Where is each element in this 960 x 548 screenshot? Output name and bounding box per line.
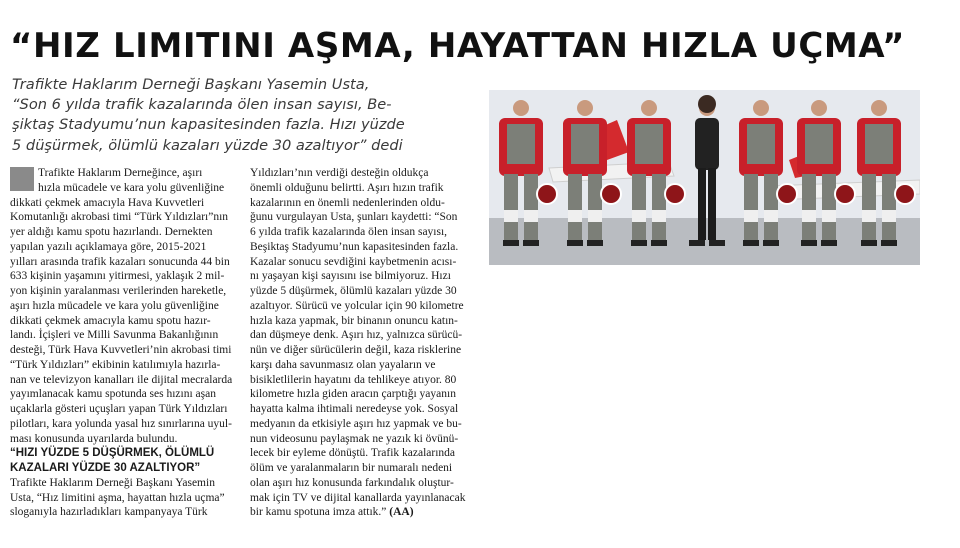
boot-band — [822, 210, 836, 222]
leg — [632, 174, 646, 240]
helmet — [601, 184, 621, 204]
article-column-2 — [250, 166, 478, 520]
shoe — [861, 240, 877, 246]
body-line: nün ve diğer sürücülerin değil, kaza risklerine — [250, 344, 462, 356]
standfirst-line: “Son 6 yılda trafik kazalarında ölen insan sayısı, Be- — [12, 96, 392, 114]
leg — [764, 174, 778, 240]
body-line: Komutanlığı akrobasi timi “Türk Yıldızları”nın — [10, 211, 229, 224]
body-line: olan aşırı hız konusunda farkındalık oluştur- — [250, 476, 454, 489]
body-line: yapılan yazılı açıklamaya göre, 2015-2021 — [10, 240, 207, 253]
body-line: dikkati çekmek amacıyla Hava Kuvvetleri — [10, 196, 205, 209]
body-line: landı. İçişleri ve Milli Savunma Bakanlığının — [10, 329, 219, 342]
body-line: yüzde 5 düşürmek, ölümlü kazaları yüzde 30 — [250, 285, 457, 297]
body-line: uçaklarla gösteri uçuşları yapan Türk Yıldızları — [10, 403, 228, 415]
boot-band — [802, 210, 816, 222]
body-line: hayatta kalma ihtimali neredeyse yok. Sosyal — [250, 403, 459, 415]
leg — [882, 174, 896, 240]
body-line: yon kişinin yaralanması verilerinden hareketle, — [10, 285, 227, 297]
body-line: Kazalar sonucu sevdiğini kaybetmenin acısı- — [250, 255, 457, 268]
body-line: 633 kişinin yaşamını yitirmesi, yaklaşık 2 mil- — [10, 270, 225, 283]
leg — [698, 168, 706, 240]
body-line: hızla kaza yapmak, bir binanın onuncu katın- — [250, 314, 458, 327]
column-1-continuation — [10, 476, 240, 520]
leg — [568, 174, 582, 240]
body-line: bisikletlilerin hayatını da tehlikeye atıyor. 80 — [250, 373, 457, 386]
body-line: sloganıyla hazırladıkları kampanyaya Türk — [10, 506, 208, 519]
standfirst-line: şiktaş Stadyumu’nun kapasitesinden fazla. Hızı yüzde — [12, 116, 405, 134]
leg — [862, 174, 876, 240]
body-line: Trafikte Haklarım Derneği Başkanı Yasemin — [10, 476, 215, 489]
harness — [747, 124, 775, 164]
body-line: ması konusunda uyarılarda bulundu. — [10, 432, 178, 445]
body-line: ğunu vurgulayan Usta, şunları kaydetti: “Son — [250, 211, 458, 224]
body-line: Yıldızları’nın verdiği desteğin oldukça — [250, 167, 429, 179]
helmet — [537, 184, 557, 204]
body-line: yayımlanacak kamu spotunda ses hızını aşan — [10, 388, 216, 401]
agency-credit: (AA) — [389, 506, 414, 519]
shoe — [503, 240, 519, 246]
boot-band — [652, 210, 666, 222]
harness — [805, 124, 833, 164]
boot-band — [524, 210, 538, 222]
body-line: azaltıyor. Sürücü ve yolcular için 90 kilometre — [250, 299, 464, 312]
boot-band — [764, 210, 778, 222]
boot-band — [588, 210, 602, 222]
boot-band — [504, 210, 518, 222]
shoe — [689, 240, 705, 246]
standfirst — [12, 75, 474, 156]
standfirst-line: 5 düşürmek, ölümlü kazaları yüzde 30 azaltıyor” dedi — [12, 136, 403, 154]
shoe — [651, 240, 667, 246]
body-line: mak için TV ve dijital kanallarda yayınlanacak — [250, 491, 466, 504]
body-line: desteği, Türk Hava Kuvvetleri’nin akrobasi timi — [10, 344, 232, 356]
body-line: kazalarının en önemli nedenlerinden oldu- — [250, 196, 445, 209]
body-line: lecek bir eyleme dönüştü. Trafik kazalarında — [250, 447, 456, 460]
harness — [571, 124, 599, 164]
body-line: Trafikte Haklarım Derneğince, aşırı — [38, 167, 203, 179]
body-line: Usta, “Hız limitini aşma, hayattan hızla uçma” — [10, 491, 225, 504]
harness — [635, 124, 663, 164]
leg — [708, 168, 716, 240]
body-line: ölüm ve yaralanmaların bir numaralı nedeni — [250, 462, 453, 474]
column-1-body — [10, 166, 240, 446]
shoe — [587, 240, 603, 246]
leg — [588, 174, 602, 240]
body-line: medyanın da etkisiyle aşırı hız yapmak ve bu- — [250, 417, 462, 430]
last-line-text: bir kamu spotuna imza attık.” — [250, 506, 390, 519]
shoe — [743, 240, 759, 246]
body-line: Beşiktaş Stadyumu’nun kapasitesinden fazla. — [250, 240, 459, 253]
person-head — [753, 100, 769, 116]
shoe — [709, 240, 725, 246]
body-line: hızla mücadele ve kara yolu güvenliğine — [38, 181, 225, 194]
leg — [524, 174, 538, 240]
harness — [507, 124, 535, 164]
article-column-1 — [10, 166, 240, 520]
news-photo — [489, 90, 920, 265]
shoe — [631, 240, 647, 246]
subheading: KAZALARI YÜZDE 30 AZALTIYOR” — [10, 462, 201, 474]
hair — [698, 95, 716, 113]
headline: “HIZ LIMITINI AŞMA, HAYATTAN HIZLA UÇMA” — [10, 26, 906, 66]
helmet — [665, 184, 685, 204]
column-2-body — [250, 166, 478, 505]
body-line: dan düşmeye denk. Aşırı hız, yalnızca sürücü- — [250, 329, 463, 342]
body-line: 6 yılda trafik kazalarında ölen insan sayısı, — [250, 226, 448, 238]
body-line: dikkati çekmek amacıyla kamu spotu hazır- — [10, 314, 211, 327]
shoe — [821, 240, 837, 246]
shoe — [763, 240, 779, 246]
body-line: aşırı hızla mücadele ve kara yolu güvenliğine — [10, 299, 219, 312]
body-line: nun videosunu paylaşmak ne yazık ki övünü- — [250, 432, 459, 445]
body-line: kilometre hızla giden aracın çarptığı yayanın — [250, 388, 456, 401]
boot-band — [862, 210, 876, 222]
body-line: önemli olduğunu belirtti. Aşırı hızın trafik — [250, 181, 444, 194]
standfirst-line: Trafikte Haklarım Derneği Başkanı Yasemin Usta, — [12, 76, 370, 93]
jacket — [695, 118, 719, 170]
leg — [652, 174, 666, 240]
helmet — [777, 184, 797, 204]
leg — [504, 174, 518, 240]
shoe — [523, 240, 539, 246]
body-line: karşı daha savunmasız olan yayaların ve — [250, 358, 436, 371]
helmet — [895, 184, 915, 204]
body-line: “Türk Yıldızları” ekibinin katılımıyla hazırla- — [10, 358, 221, 371]
boot-band — [882, 210, 896, 222]
body-line: nan ve televizyon kanalları ile dijital mecralarda — [10, 373, 233, 386]
pilots-photo-illustration — [489, 90, 920, 265]
person-head — [577, 100, 593, 116]
leg — [744, 174, 758, 240]
body-line: pilotları, kara yolunda yasal hız sınırlarına uyul- — [10, 417, 232, 430]
last-paragraph-line — [250, 505, 478, 520]
person-head — [641, 100, 657, 116]
person-head — [811, 100, 827, 116]
body-line: yer aldığı kamu spotu hazırlandı. Dernekten — [10, 226, 213, 238]
body-line: yılları arasında trafik kazaları sonucunda 44 bin — [10, 255, 230, 268]
helmet — [835, 184, 855, 204]
shoe — [801, 240, 817, 246]
body-line: nı yaşayan kişi sayısını ise bilmiyoruz. Hızı — [250, 270, 451, 283]
shoe — [881, 240, 897, 246]
leg — [822, 174, 836, 240]
subheading: “HIZI YÜZDE 5 DÜŞÜRMEK, ÖLÜMLÜ — [10, 447, 215, 460]
boot-band — [568, 210, 582, 222]
shoe — [567, 240, 583, 246]
boot-band — [632, 210, 646, 222]
person-head — [871, 100, 887, 116]
harness — [865, 124, 893, 164]
person-head — [513, 100, 529, 116]
leg — [802, 174, 816, 240]
boot-band — [744, 210, 758, 222]
